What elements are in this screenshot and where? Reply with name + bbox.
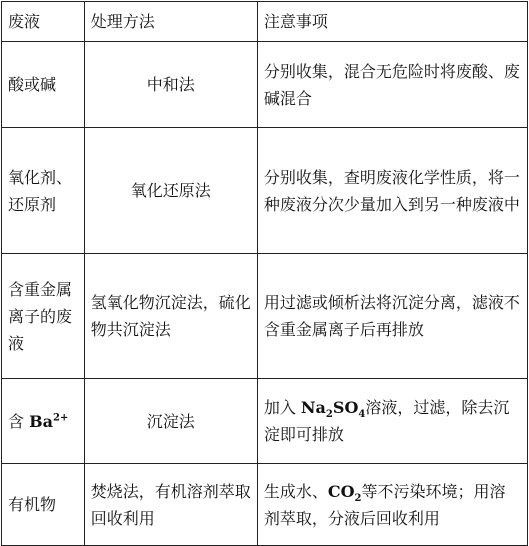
row-notes (257, 464, 527, 546)
formula-sub-2: 2 (354, 492, 362, 504)
formula-so: SO (332, 398, 359, 417)
header-treatment-method: 处理方法 (84, 2, 257, 42)
formula-co: CO (327, 481, 355, 501)
table-row (2, 464, 528, 546)
table-header-row (2, 2, 528, 42)
notes-suffix: 溶液，过滤，除去沉淀即可排放 (263, 398, 510, 444)
row-method: 沉淀法 (84, 379, 257, 464)
table-row (2, 128, 528, 254)
notes-prefix: 加入 (263, 398, 301, 417)
row-category: 酸或碱 (2, 42, 85, 128)
row-method: 中和法 (84, 42, 257, 128)
barium-symbol: Ba (29, 411, 53, 431)
waste-liquid-table (1, 1, 528, 546)
notes-prefix: 生成水、 (263, 481, 328, 501)
row-method: 氧化还原法 (84, 128, 257, 254)
row-category: 有机物 (2, 464, 85, 546)
row-notes (257, 379, 527, 464)
formula-na: Na (300, 398, 326, 417)
header-precautions: 注意事项 (257, 2, 527, 42)
barium-charge: 2+ (52, 412, 69, 424)
row-method: 氢氧化物沉淀法，硫化物共沉淀法 (84, 254, 257, 379)
table-row (2, 42, 528, 128)
row-notes: 用过滤或倾析法将沉淀分离，滤液不含重金属离子后再排放 (257, 254, 527, 379)
row-notes: 分别收集，查明废液化学性质，将一种废液分次少量加入到另一种废液中 (257, 128, 527, 254)
row-category: 含重金属离子的废液 (2, 254, 85, 379)
row-category: 氧化剂、还原剂 (2, 128, 85, 254)
formula-sub-4: 4 (358, 409, 366, 421)
notes-suffix: 等不污染环境；用溶剂萃取，分液后回收利用 (263, 481, 506, 528)
category-prefix: 含 (8, 411, 30, 431)
formula-sub-2: 2 (325, 409, 333, 421)
header-waste-liquid: 废液 (2, 2, 85, 42)
row-category (2, 379, 85, 464)
row-notes: 分别收集，混合无危险时将废酸、废碱混合 (257, 42, 527, 128)
table-row (2, 254, 528, 379)
row-method: 焚烧法，有机溶剂萃取回收利用 (84, 464, 257, 546)
table-row (2, 379, 528, 464)
